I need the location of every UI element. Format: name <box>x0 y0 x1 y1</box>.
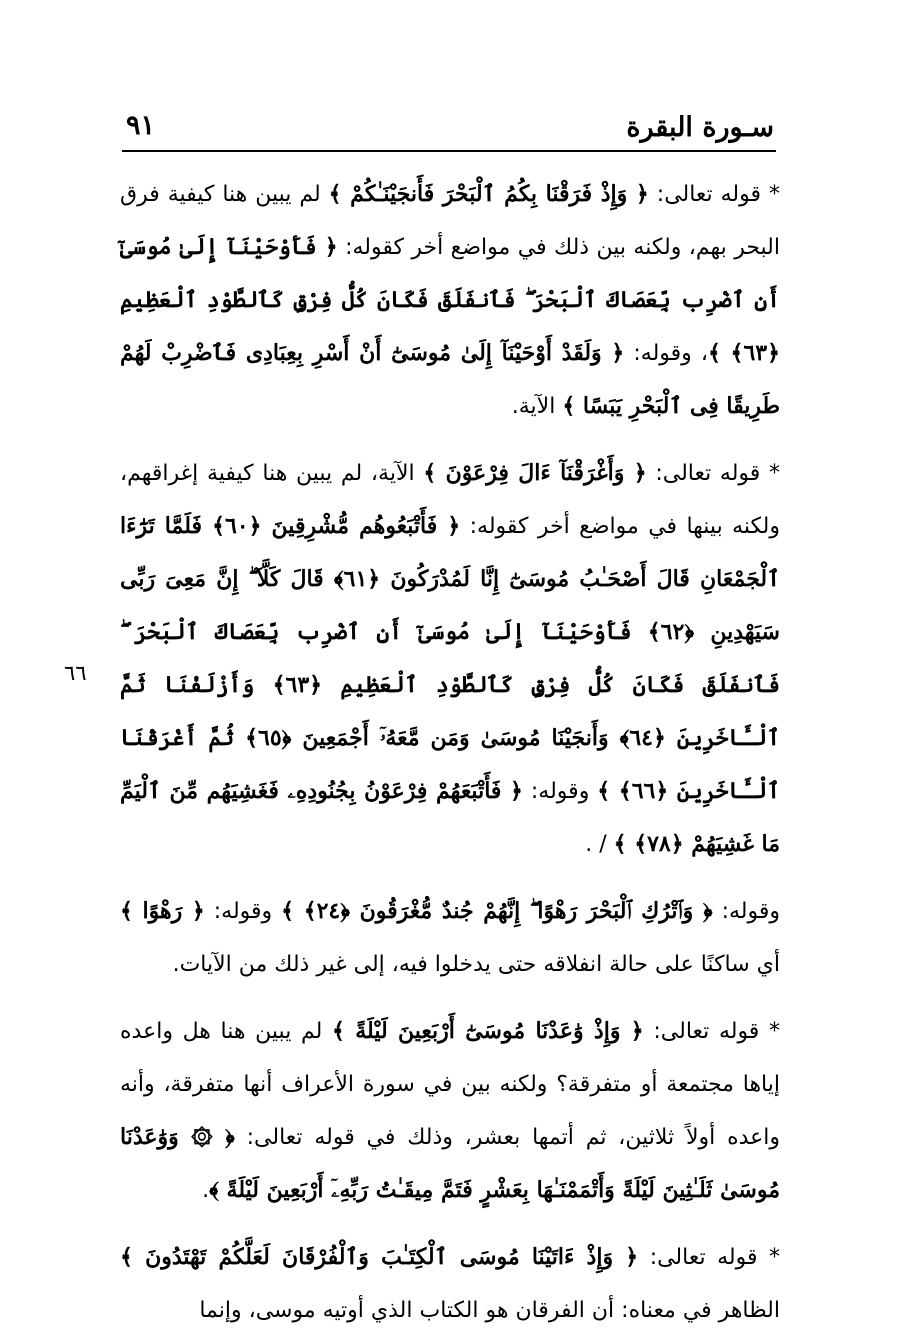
commentary-text: أي ساكنًا على حالة انفلاقه حتى يدخلوا فيه، إلى غير ذلك من الآيات. <box>172 952 780 977</box>
commentary-text: الظاهر في معناه: أن الفرقان هو الكتاب الذي أوتيه موسى، وإنما <box>199 1298 780 1323</box>
paragraph <box>120 885 780 991</box>
quran-verse: ﴿ وَإِذْ وَٰعَدْنَا مُوسَىٰٓ أَرْبَعِينَ لَيْلَةً ﴾ <box>332 1018 644 1044</box>
commentary-text: لم يبين هنا هل واعده إياها مجتمعة أو متفرقة؟ ولكنه بين في سورة الأعراف أنها متفرقة، وأنه واعده أولاً ثلاثين، ثم أتمها بعشر، وذلك في قوله تعالى: <box>120 1019 781 1150</box>
quran-verse: ﴿ وَٱتْرُكِ ٱلْبَحْرَ رَهْوًا ۖ إِنَّهُمْ جُندٌ مُّغْرَقُونَ ﴿٢٤﴾ ﴾ <box>281 898 713 924</box>
commentary-text: الآية. <box>511 394 563 419</box>
quran-verse: ﴿ وَإِذْ ءَاتَيْنَا مُوسَى ٱلْكِتَـٰبَ وَٱلْفُرْقَانَ لَعَلَّكُمْ تَهْتَدُونَ ﴾ <box>120 1244 639 1270</box>
commentary-text: * قوله تعالى: <box>638 1245 780 1270</box>
paragraph <box>120 1231 780 1337</box>
margin-page-reference: ٦٦ <box>64 661 87 685</box>
page-header <box>122 108 776 152</box>
quran-verse: ﴿ رَهْوًا ﴾ <box>120 898 205 924</box>
commentary-text: * قوله تعالى: <box>648 182 780 207</box>
page-number: ٩١ <box>126 110 156 141</box>
surah-title: سـورة البقرة <box>626 112 774 143</box>
paragraph <box>120 1005 780 1217</box>
commentary-text: وقوله: <box>522 779 598 804</box>
commentary-text: وقوله: <box>204 899 282 924</box>
commentary-text: لم يبين هنا كيفية فرق البحر بهم، ولكنه بين ذلك في مواضع أخر كقوله: <box>120 182 781 260</box>
commentary-text: الآية، لم يبين هنا كيفية إغراقهم، ولكنه بينها في مواضع أخر كقوله: <box>120 461 780 539</box>
body-text <box>120 168 780 1337</box>
commentary-text: * قوله تعالى: <box>646 461 781 486</box>
commentary-text: * قوله تعالى: <box>643 1019 780 1044</box>
commentary-text: . <box>202 1178 210 1203</box>
quran-verse: ﴿ وَإِذْ فَرَقْنَا بِكُمُ ٱلْبَحْرَ فَأَنجَيْنَـٰكُمْ ﴾ <box>328 181 649 207</box>
quran-verse: ﴿ فَأَوْحَيْنَآ إِلَىٰ مُوسَىٰٓ أَنِ ٱضْرِب بِّعَصَاكَ ٱلْبَحْرَ ۖ فَٱنفَلَقَ فَكَانَ كُلُّ فِرْقٍ كَٱلطَّوْدِ ٱلْعَظِيمِ ﴿٦٣﴾ ﴾ <box>120 234 780 366</box>
commentary-text: / . <box>585 832 614 857</box>
quran-verse: ﴿ فَأَتْبَعَهُمْ فِرْعَوْنُ بِجُنُودِهِۦ فَغَشِيَهُم مِّنَ ٱلْيَمِّ مَا غَشِيَهُمْ ﴿٧٨﴾ ﴾ <box>120 778 780 857</box>
quran-verse: ﴿ ۞ وَوَٰعَدْنَا مُوسَىٰ ثَلَـٰثِينَ لَيْلَةً وَأَتْمَمْنَـٰهَا بِعَشْرٍ فَتَمَّ مِيقَـٰتُ رَبِّهِۦٓ أَرْبَعِينَ لَيْلَةً ﴾ <box>120 1124 780 1203</box>
quran-verse: ﴿ وَأَغْرَقْنَآ ءَالَ فِرْعَوْنَ ﴾ <box>423 460 647 486</box>
quran-verse: ﴿ وَلَقَدْ أَوْحَيْنَآ إِلَىٰ مُوسَىٰٓ أَنْ أَسْرِ بِعِبَادِى فَٱضْرِبْ لَهُمْ طَرِيقًا فِى ٱلْبَحْرِ يَبَسًا ﴾ <box>120 340 780 419</box>
paragraph <box>120 447 780 871</box>
paragraph <box>120 168 780 433</box>
commentary-text: وقوله: <box>712 899 780 924</box>
quran-verse: ﴿ فَأَتْبَعُوهُم مُّشْرِقِينَ ﴿٦٠﴾ فَلَمَّا تَرَٰٓءَا ٱلْجَمْعَانِ قَالَ أَصْحَـٰبُ مُوسَىٰٓ إِنَّا لَمُدْرَكُونَ ﴿٦١﴾ قَالَ كَلَّآ ۖ إِنَّ مَعِىَ رَبِّى سَيَهْدِينِ ﴿٦٢﴾ فَأَوْحَيْنَآ إِلَىٰ مُوسَىٰٓ أَنِ ٱضْرِب بِّعَصَاكَ ٱلْبَحْرَ ۖ فَٱنفَلَقَ فَكَانَ كُلُّ فِرْقٍ كَٱلطَّوْدِ ٱلْعَظِيمِ ﴿٦٣﴾ وَأَزْلَفْنَا ثَمَّ ٱلْـَٔاخَرِينَ ﴿٦٤﴾ وَأَنجَيْنَا مُوسَىٰ وَمَن مَّعَهُۥٓ أَجْمَعِينَ ﴿٦٥﴾ ثُمَّ أَغْرَقْنَا ٱلْـَٔاخَرِينَ ﴿٦٦﴾ ﴾ <box>120 513 781 804</box>
commentary-text: ، وقوله: <box>624 341 708 366</box>
